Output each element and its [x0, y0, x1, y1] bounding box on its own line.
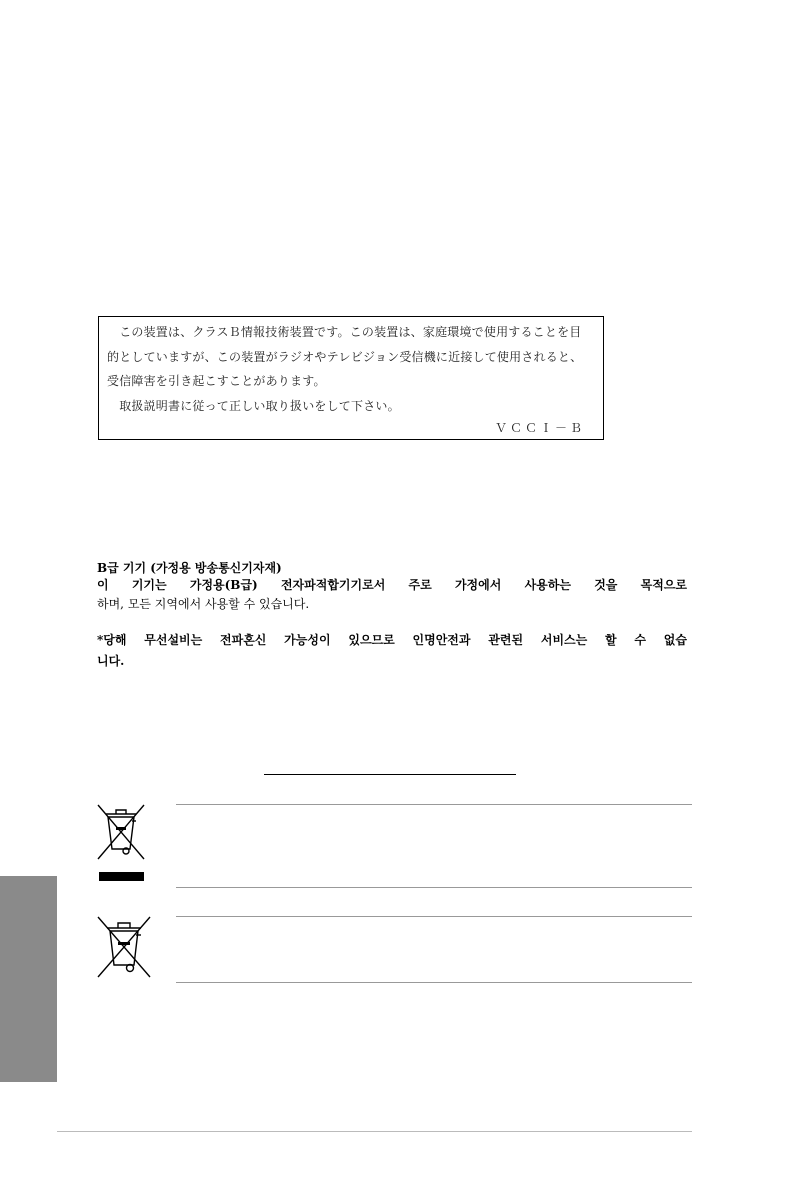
korea-body-line-1: 이 기기는 가정용(B급) 전자파적합기기로서 주로 가정에서 사용하는 것을 목적으로 — [97, 578, 687, 592]
divider — [176, 916, 692, 917]
korea-warning-line-2: 니다. — [97, 654, 125, 668]
divider — [176, 982, 692, 983]
korea-body-line-2: 하며, 모든 지역에서 사용할 수 있습니다. — [97, 597, 310, 611]
crossed-out-wheelie-bin-icon — [96, 915, 152, 979]
vcci-line-4: 取扱説明書に従って正しい取り扱いをして下さい。 — [107, 399, 400, 413]
weee-date-bar — [99, 872, 144, 881]
section-underline — [264, 774, 516, 775]
vcci-line-2: 的としていますが、この装置がラジオやテレビジョン受信機に近接して使用されると、 — [107, 350, 583, 364]
vcci-notice-box — [98, 316, 604, 440]
footer-rule — [57, 1131, 692, 1132]
chapter-side-tab — [0, 876, 57, 1082]
divider — [176, 887, 692, 888]
vcci-line-3: 受信障害を引き起こすことがあります。 — [107, 374, 326, 388]
divider — [176, 804, 692, 805]
korea-heading: B급 기기 (가정용 방송통신기자재) — [97, 561, 282, 575]
crossed-out-wheelie-bin-icon — [96, 803, 146, 861]
korea-warning-line-1: *당해 무선설비는 전파혼신 가능성이 있으므로 인명안전과 관련된 서비스는 할 수 없습 — [97, 633, 687, 647]
vcci-class-code: ＶＣＣＩ－Ｂ — [494, 421, 585, 435]
vcci-line-1: この装置は、クラスＢ情報技術装置です。この装置は、家庭環境で使用することを目 — [107, 325, 582, 339]
